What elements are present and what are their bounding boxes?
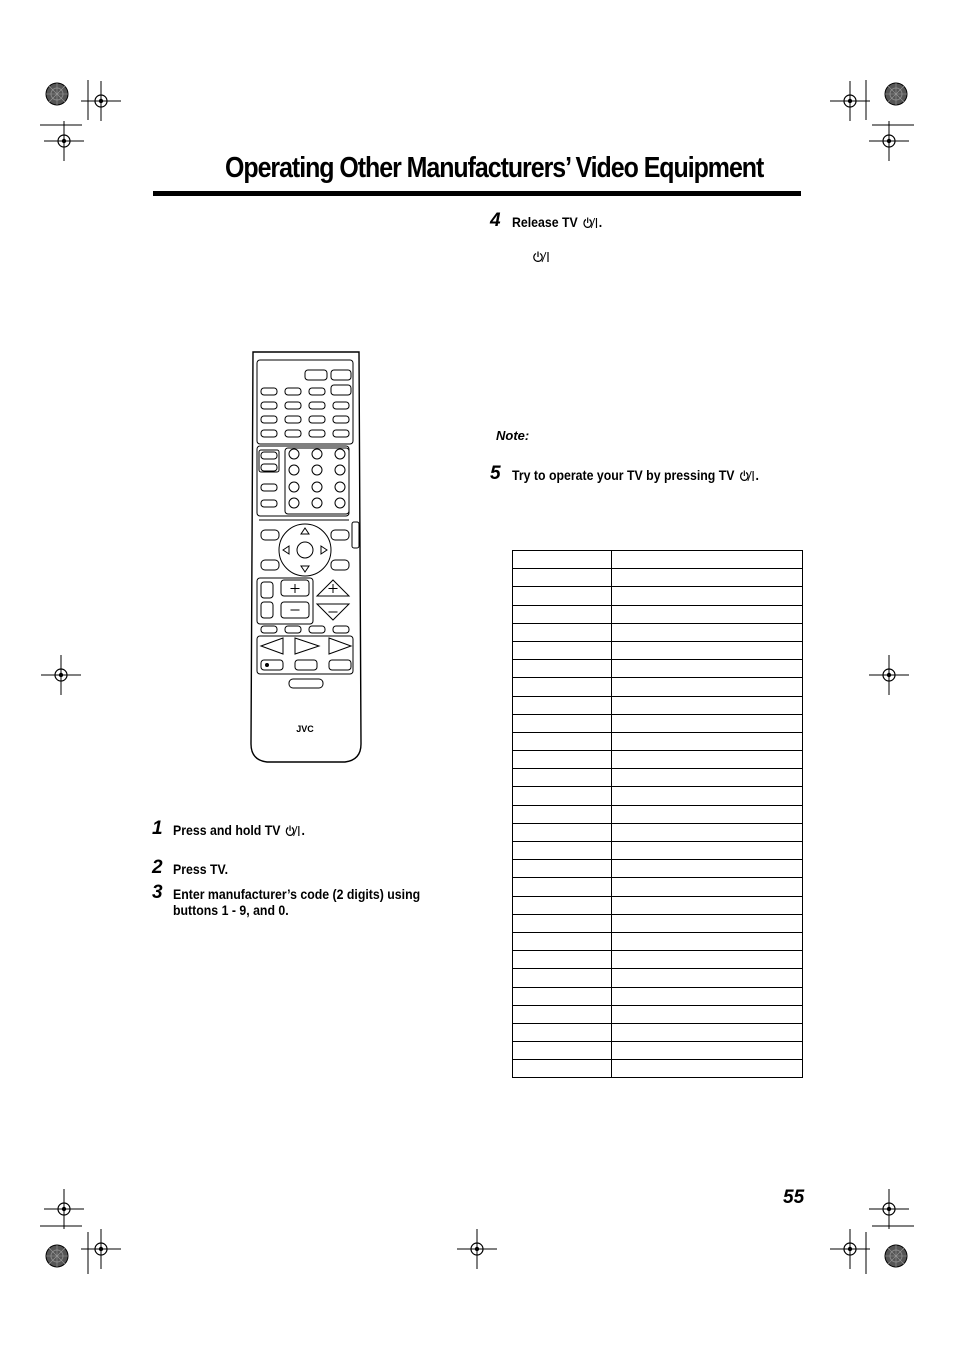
- table-cell: [513, 842, 612, 860]
- registration-mark-icon: [869, 1189, 909, 1229]
- code-table-body: [513, 551, 803, 1078]
- table-cell: [513, 641, 612, 659]
- step-1-text: Press and hold TV .: [173, 822, 305, 838]
- table-cell: [612, 860, 803, 878]
- table-cell: [513, 1042, 612, 1060]
- table-cell: [612, 678, 803, 696]
- table-cell: [612, 987, 803, 1005]
- table-cell: [513, 732, 612, 750]
- table-cell: [612, 605, 803, 623]
- table-row: [513, 678, 803, 696]
- table-cell: [612, 1060, 803, 1078]
- table-cell: [513, 896, 612, 914]
- power-icon: [738, 470, 756, 482]
- remote-control-illustration: [245, 348, 367, 772]
- registration-mark-icon: [830, 1229, 870, 1269]
- table-row: [513, 569, 803, 587]
- color-target-icon: [46, 1245, 68, 1267]
- table-cell: [513, 660, 612, 678]
- remote-brand-logo: JVC: [296, 724, 314, 734]
- power-icon: [531, 251, 551, 263]
- registration-mark-icon: [869, 655, 909, 695]
- table-row: [513, 623, 803, 641]
- table-row: [513, 805, 803, 823]
- table-cell: [513, 914, 612, 932]
- table-row: [513, 641, 803, 659]
- manufacturer-code-table: [512, 550, 803, 1078]
- table-cell: [513, 551, 612, 569]
- table-cell: [513, 605, 612, 623]
- table-cell: [513, 969, 612, 987]
- registration-mark-icon: [44, 1189, 84, 1229]
- step-1-number: 1: [152, 818, 163, 839]
- table-cell: [612, 787, 803, 805]
- table-cell: [513, 860, 612, 878]
- step-3-number: 3: [152, 882, 163, 903]
- table-row: [513, 660, 803, 678]
- table-cell: [612, 641, 803, 659]
- table-cell: [513, 769, 612, 787]
- table-row: [513, 951, 803, 969]
- registration-mark-icon: [869, 121, 909, 161]
- table-cell: [612, 842, 803, 860]
- table-cell: [612, 896, 803, 914]
- table-cell: [513, 678, 612, 696]
- note-label: Note:: [496, 428, 530, 443]
- registration-mark-icon: [44, 121, 84, 161]
- color-target-icon: [885, 1245, 907, 1267]
- table-cell: [513, 623, 612, 641]
- table-cell: [612, 951, 803, 969]
- table-row: [513, 896, 803, 914]
- table-cell: [513, 1023, 612, 1041]
- table-cell: [513, 1060, 612, 1078]
- table-cell: [612, 878, 803, 896]
- table-row: [513, 878, 803, 896]
- power-icon: [284, 825, 302, 837]
- registration-mark-icon: [41, 655, 81, 695]
- table-cell: [513, 878, 612, 896]
- table-cell: [612, 1042, 803, 1060]
- color-target-icon: [885, 83, 907, 105]
- table-cell: [513, 714, 612, 732]
- table-cell: [612, 732, 803, 750]
- table-cell: [513, 587, 612, 605]
- table-row: [513, 914, 803, 932]
- table-cell: [513, 787, 612, 805]
- table-cell: [612, 1023, 803, 1041]
- table-row: [513, 969, 803, 987]
- table-cell: [513, 987, 612, 1005]
- table-row: [513, 605, 803, 623]
- table-row: [513, 823, 803, 841]
- table-cell: [612, 1005, 803, 1023]
- step-3-text-line1: Enter manufacturer’s code (2 digits) using: [173, 886, 421, 902]
- table-cell: [513, 823, 612, 841]
- title-rule: [153, 191, 801, 196]
- table-cell: [612, 569, 803, 587]
- step-5-text: Try to operate your TV by pressing TV .: [512, 467, 759, 483]
- table-row: [513, 1060, 803, 1078]
- step-3-text-line2: buttons 1 - 9, and 0.: [173, 902, 289, 918]
- table-row: [513, 787, 803, 805]
- table-row: [513, 551, 803, 569]
- table-cell: [612, 696, 803, 714]
- table-cell: [612, 660, 803, 678]
- page-number: 55: [783, 1187, 805, 1208]
- table-row: [513, 860, 803, 878]
- color-target-icon: [46, 83, 68, 105]
- page-title: Operating Other Manufacturers’ Video Equipment: [225, 152, 764, 184]
- table-cell: [612, 714, 803, 732]
- step-4-number: 4: [490, 210, 501, 231]
- table-row: [513, 932, 803, 950]
- registration-mark-icon: [81, 81, 121, 121]
- table-cell: [513, 932, 612, 950]
- table-cell: [612, 914, 803, 932]
- registration-mark-icon: [457, 1229, 497, 1269]
- table-cell: [513, 951, 612, 969]
- table-row: [513, 714, 803, 732]
- power-icon: [581, 217, 599, 229]
- table-row: [513, 751, 803, 769]
- table-row: [513, 1023, 803, 1041]
- registration-mark-icon: [830, 81, 870, 121]
- table-cell: [513, 805, 612, 823]
- table-cell: [612, 623, 803, 641]
- table-cell: [612, 969, 803, 987]
- table-row: [513, 696, 803, 714]
- table-cell: [612, 587, 803, 605]
- table-cell: [513, 569, 612, 587]
- table-row: [513, 1005, 803, 1023]
- table-cell: [612, 751, 803, 769]
- registration-mark-icon: [81, 1229, 121, 1269]
- table-cell: [513, 696, 612, 714]
- table-cell: [513, 751, 612, 769]
- step-4-text: Release TV .: [512, 214, 603, 230]
- table-row: [513, 1042, 803, 1060]
- table-row: [513, 987, 803, 1005]
- step-5-number: 5: [490, 463, 501, 484]
- table-row: [513, 587, 803, 605]
- table-cell: [612, 551, 803, 569]
- table-cell: [513, 1005, 612, 1023]
- table-row: [513, 842, 803, 860]
- table-cell: [612, 769, 803, 787]
- table-cell: [612, 805, 803, 823]
- table-cell: [612, 823, 803, 841]
- table-row: [513, 732, 803, 750]
- step-2-text: Press TV.: [173, 861, 229, 877]
- step-2-number: 2: [152, 857, 163, 878]
- table-row: [513, 769, 803, 787]
- table-cell: [612, 932, 803, 950]
